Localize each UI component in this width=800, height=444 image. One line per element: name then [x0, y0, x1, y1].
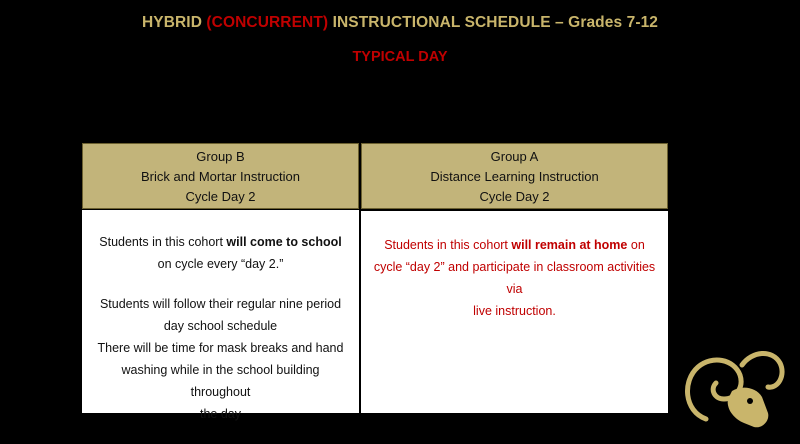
- ram-mascot-icon: [676, 341, 788, 437]
- group-b-line1: [90, 231, 351, 253]
- group-a-line3: live instruction.: [473, 304, 556, 318]
- group-a-line2: cycle “day 2” and participate in classroom activities via: [373, 260, 656, 296]
- group-a-body: [361, 211, 668, 413]
- group-a-line1: [369, 234, 660, 256]
- title-part1: HYBRID: [141, 14, 207, 31]
- group-b-para3-line3: the day: [199, 407, 241, 421]
- title-part3: INSTRUCTIONAL SCHEDULE – Grades 7-12: [328, 14, 659, 31]
- group-b-body: [82, 210, 359, 421]
- page-subtitle: TYPICAL DAY: [352, 49, 448, 65]
- group-a-cycle: Cycle Day 2: [479, 189, 550, 204]
- group-b-cycle: Cycle Day 2: [185, 189, 256, 204]
- group-a-line1-text: Students in this cohort: [384, 238, 512, 252]
- group-a-mode: Distance Learning Instruction: [430, 169, 599, 184]
- spacer: [90, 275, 351, 293]
- group-b-para3-line2: washing while in the school building throughout: [121, 363, 320, 399]
- group-b-para2-line2: day school schedule: [163, 319, 278, 333]
- group-a-header: [361, 143, 668, 209]
- group-b-line1-text: Students in this cohort: [99, 235, 227, 249]
- group-a-line1-bold: will remain at home: [511, 238, 628, 252]
- group-b-para3-line1: There will be time for mask breaks and hand: [97, 341, 344, 355]
- page-title: [0, 14, 800, 32]
- title-concurrent: (CONCURRENT): [206, 14, 329, 31]
- group-b-header: [82, 143, 359, 209]
- group-b-line2: on cycle every “day 2.”: [157, 257, 284, 271]
- group-b-para2-line1: Students will follow their regular nine period: [99, 297, 342, 311]
- group-b-mode: Brick and Mortar Instruction: [141, 169, 300, 184]
- group-a-name: Group A: [490, 149, 539, 164]
- group-a-line1-end: on: [627, 238, 645, 252]
- group-b-name: Group B: [196, 149, 245, 164]
- group-b-line1-bold: will come to school: [226, 235, 342, 249]
